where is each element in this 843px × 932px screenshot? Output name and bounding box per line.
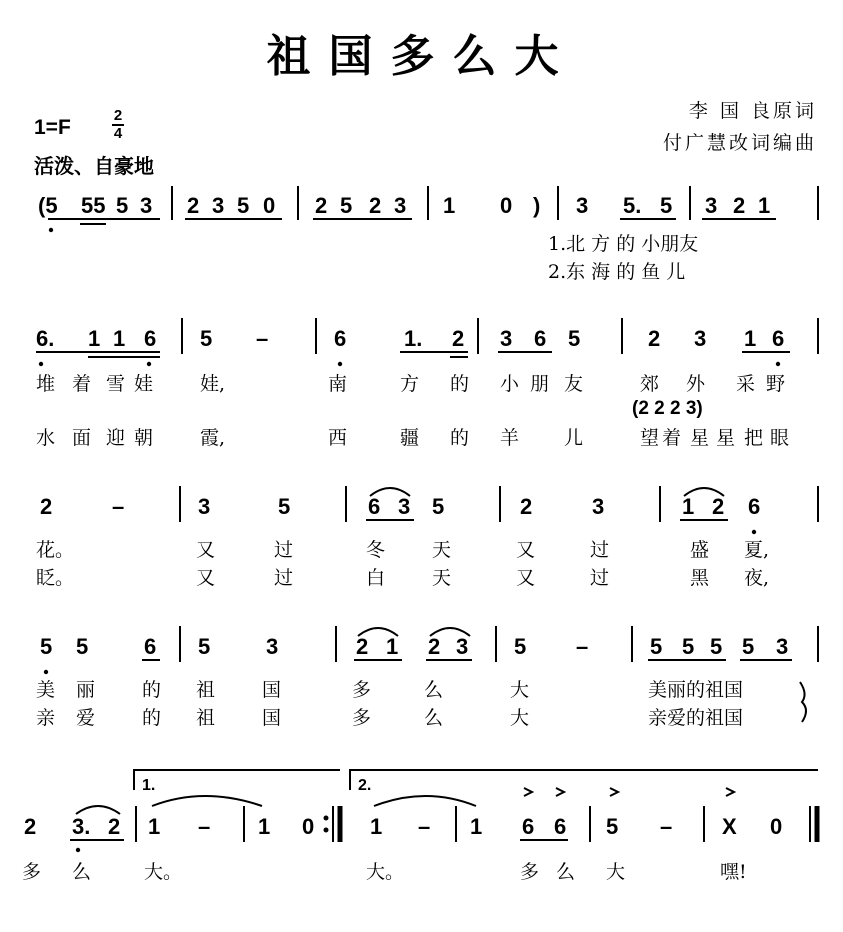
note: – xyxy=(660,814,673,839)
lyric: 水 xyxy=(36,427,56,449)
lyric: 黑 xyxy=(690,567,710,589)
lyric: 亲 xyxy=(36,707,56,729)
lyric: 疆 xyxy=(400,427,420,449)
lyric: 星 xyxy=(690,427,710,449)
lyrics-row-5 xyxy=(22,861,747,883)
lyric: 祖 xyxy=(196,679,216,701)
score-row-5 xyxy=(22,770,818,883)
lyric: 多 xyxy=(352,707,372,729)
lyric: 过 xyxy=(590,539,610,561)
lyric: 夏, xyxy=(744,539,770,561)
note: 3 xyxy=(694,326,707,351)
lyric: 大 xyxy=(606,861,626,883)
lyrics-row-4-verse-2 xyxy=(36,707,743,729)
score-row-1 xyxy=(38,186,818,283)
lyric: 冬 xyxy=(366,539,386,561)
lyrics-row-2-verse-1 xyxy=(36,373,785,395)
note: 3 xyxy=(398,494,411,519)
lyric: 么 xyxy=(72,861,92,883)
note: ) xyxy=(533,193,541,218)
note: 2 xyxy=(315,193,328,218)
lyrics-row-3-verse-1 xyxy=(36,539,769,561)
note: 3 xyxy=(705,193,718,218)
note: 6 xyxy=(144,326,157,351)
lyric: 国 xyxy=(262,707,282,729)
lyric: 嘿! xyxy=(720,861,747,883)
lyricist-credit: 李 国 良原词 xyxy=(688,100,817,122)
note: 5 xyxy=(514,634,527,659)
note: (5 xyxy=(38,193,58,218)
note: 5 xyxy=(606,814,619,839)
lyric: 朝 xyxy=(134,427,154,449)
score-row-3 xyxy=(36,486,818,589)
note: 0 xyxy=(302,814,315,839)
lyric: 的 xyxy=(142,679,162,701)
note: – xyxy=(198,814,211,839)
lyric: 采 xyxy=(736,373,756,395)
lyric: 又 xyxy=(516,539,536,561)
note: 1 xyxy=(470,814,483,839)
lyric: 娃, xyxy=(200,373,226,395)
lyric: 羊 xyxy=(500,427,520,449)
note: 3 xyxy=(140,193,153,218)
lyric-line: 2.东 海 的 鱼 儿 xyxy=(548,261,686,283)
lyric: 朋 xyxy=(530,373,550,395)
note: 1 xyxy=(113,326,126,351)
note: 6 xyxy=(748,494,761,519)
note: 5 xyxy=(237,193,250,218)
lyric: 夜, xyxy=(744,567,770,589)
composer-credit: 付广慧改词编曲 xyxy=(662,132,817,154)
note: 6 xyxy=(554,814,567,839)
lyric: 过 xyxy=(274,539,294,561)
note: 5 xyxy=(742,634,755,659)
note: 5. xyxy=(623,193,642,218)
lyric-line: 1.北 方 的 小朋友 xyxy=(548,233,699,255)
note: 2 xyxy=(369,193,382,218)
note: 6 xyxy=(772,326,785,351)
note: 2 xyxy=(648,326,661,351)
lyric: 多 xyxy=(352,679,372,701)
score-row-2 xyxy=(36,318,818,449)
note: 55 xyxy=(81,193,106,218)
note: 1 xyxy=(682,494,695,519)
lyric: 多 xyxy=(520,861,540,883)
note: 6 xyxy=(522,814,535,839)
note: 6. xyxy=(36,326,55,351)
lyric: 过 xyxy=(274,567,294,589)
note: 0 xyxy=(770,814,783,839)
note: 1 xyxy=(758,193,771,218)
lyric: 友 xyxy=(564,373,584,395)
lyric: 亲爱的祖国 xyxy=(648,707,744,729)
note: 5 xyxy=(200,326,213,351)
note: 3 xyxy=(776,634,789,659)
lyric: 着 xyxy=(72,373,92,395)
lyric: 眼 xyxy=(770,427,790,449)
lyrics-row-3-verse-2 xyxy=(36,567,769,589)
note: 3 xyxy=(456,634,469,659)
lyrics-row-2-verse-2 xyxy=(36,427,789,449)
lyric: 西 xyxy=(328,427,348,449)
lyric: 多 xyxy=(22,861,42,883)
lyric: 天 xyxy=(432,567,452,589)
note: 2 xyxy=(40,494,53,519)
time-signature-bottom: 4 xyxy=(113,125,123,142)
lyric: 雪 xyxy=(106,373,126,395)
note: 2 xyxy=(24,814,37,839)
note: 1 xyxy=(88,326,101,351)
note: 2 xyxy=(452,326,465,351)
note: 5 xyxy=(116,193,129,218)
note: 1 xyxy=(386,634,399,659)
lyric: 把 xyxy=(744,427,764,449)
lyric: 又 xyxy=(196,539,216,561)
lyric: 天 xyxy=(432,539,452,561)
key-signature: 1=F xyxy=(34,116,71,139)
lyric: 大 xyxy=(510,679,530,701)
volta-2-label: 2. xyxy=(358,777,372,794)
note: 1 xyxy=(370,814,383,839)
note: 6 xyxy=(368,494,381,519)
note: – xyxy=(418,814,431,839)
lyric: 的 xyxy=(142,707,162,729)
lyric: 的 xyxy=(450,373,470,395)
lyric: 霞, xyxy=(200,427,226,449)
note: 2 xyxy=(356,634,369,659)
note: 5 xyxy=(76,634,89,659)
tempo-marking: 活泼、自豪地 xyxy=(34,156,154,178)
variant-notes: (2 2 2 3) xyxy=(632,398,703,419)
note: 5 xyxy=(660,193,673,218)
lyric: 南 xyxy=(328,373,348,395)
note: – xyxy=(256,326,269,351)
lyric: 么 xyxy=(424,707,444,729)
note: 2 xyxy=(187,193,200,218)
lyric: 方 xyxy=(400,373,420,395)
note: 5 xyxy=(568,326,581,351)
lyric: 过 xyxy=(590,567,610,589)
note: – xyxy=(112,494,125,519)
lyric: 大 xyxy=(510,707,530,729)
note: 3 xyxy=(576,193,589,218)
lyric: 小 xyxy=(500,373,520,395)
note: 3 xyxy=(500,326,513,351)
note: 1. xyxy=(404,326,423,351)
lyric: 望 xyxy=(640,427,660,449)
lyric: 的 xyxy=(450,427,470,449)
time-signature-top: 2 xyxy=(113,107,123,124)
note: – xyxy=(576,634,589,659)
note: 2 xyxy=(733,193,746,218)
volta-1-label: 1. xyxy=(142,777,156,794)
lyric: 着 xyxy=(662,427,682,449)
note: 3 xyxy=(394,193,407,218)
lyric: 郊 xyxy=(640,373,660,395)
lyric: 美丽的祖国 xyxy=(648,679,744,701)
lyric: 祖 xyxy=(196,707,216,729)
lyric: 野 xyxy=(766,373,786,395)
note: 5 xyxy=(340,193,353,218)
note: 2 xyxy=(520,494,533,519)
note: 3 xyxy=(592,494,605,519)
note: 2 xyxy=(108,814,121,839)
lyric: 眨。 xyxy=(36,567,75,589)
note: 5 xyxy=(278,494,291,519)
lyric: 又 xyxy=(196,567,216,589)
note: 1 xyxy=(258,814,271,839)
note: 5 xyxy=(432,494,445,519)
note: 6 xyxy=(334,326,347,351)
note: 5 xyxy=(40,634,53,659)
note: 5 xyxy=(682,634,695,659)
lyric: 星 xyxy=(716,427,736,449)
lyric: 白 xyxy=(366,567,386,589)
lyric: 美 xyxy=(36,679,56,701)
note: 1 xyxy=(443,193,456,218)
lyric: 盛 xyxy=(690,539,710,561)
note: 5 xyxy=(710,634,723,659)
lyric: 娃 xyxy=(134,373,154,395)
note: 3 xyxy=(266,634,279,659)
song-title: 祖国多么大 xyxy=(266,31,577,82)
note: 1 xyxy=(744,326,757,351)
lyric: 大。 xyxy=(144,861,183,883)
note: 3 xyxy=(212,193,225,218)
lyrics-row-4-verse-1 xyxy=(36,679,743,701)
lyric: 爱 xyxy=(76,707,96,729)
note: 2 xyxy=(428,634,441,659)
score-row-4 xyxy=(36,626,818,729)
note: 2 xyxy=(712,494,725,519)
lyric: 外 xyxy=(686,373,706,395)
note: 0 xyxy=(263,193,276,218)
lyric: 迎 xyxy=(106,427,126,449)
note: 3 xyxy=(198,494,211,519)
note: 1 xyxy=(148,814,161,839)
note: 5 xyxy=(650,634,663,659)
lyric: 大。 xyxy=(366,861,405,883)
note: 6 xyxy=(534,326,547,351)
lyric: 丽 xyxy=(76,679,96,701)
lyric: 堆 xyxy=(36,373,56,395)
note: 0 xyxy=(500,193,513,218)
lyric: 花。 xyxy=(36,539,75,561)
note: 3. xyxy=(72,814,91,839)
lyric: 么 xyxy=(556,861,576,883)
note: 6 xyxy=(144,634,157,659)
lyric: 么 xyxy=(424,679,444,701)
lyric: 又 xyxy=(516,567,536,589)
note: 5 xyxy=(198,634,211,659)
note: X xyxy=(722,814,737,839)
lyric: 国 xyxy=(262,679,282,701)
lyric: 面 xyxy=(72,427,92,449)
lyric: 儿 xyxy=(564,427,584,449)
